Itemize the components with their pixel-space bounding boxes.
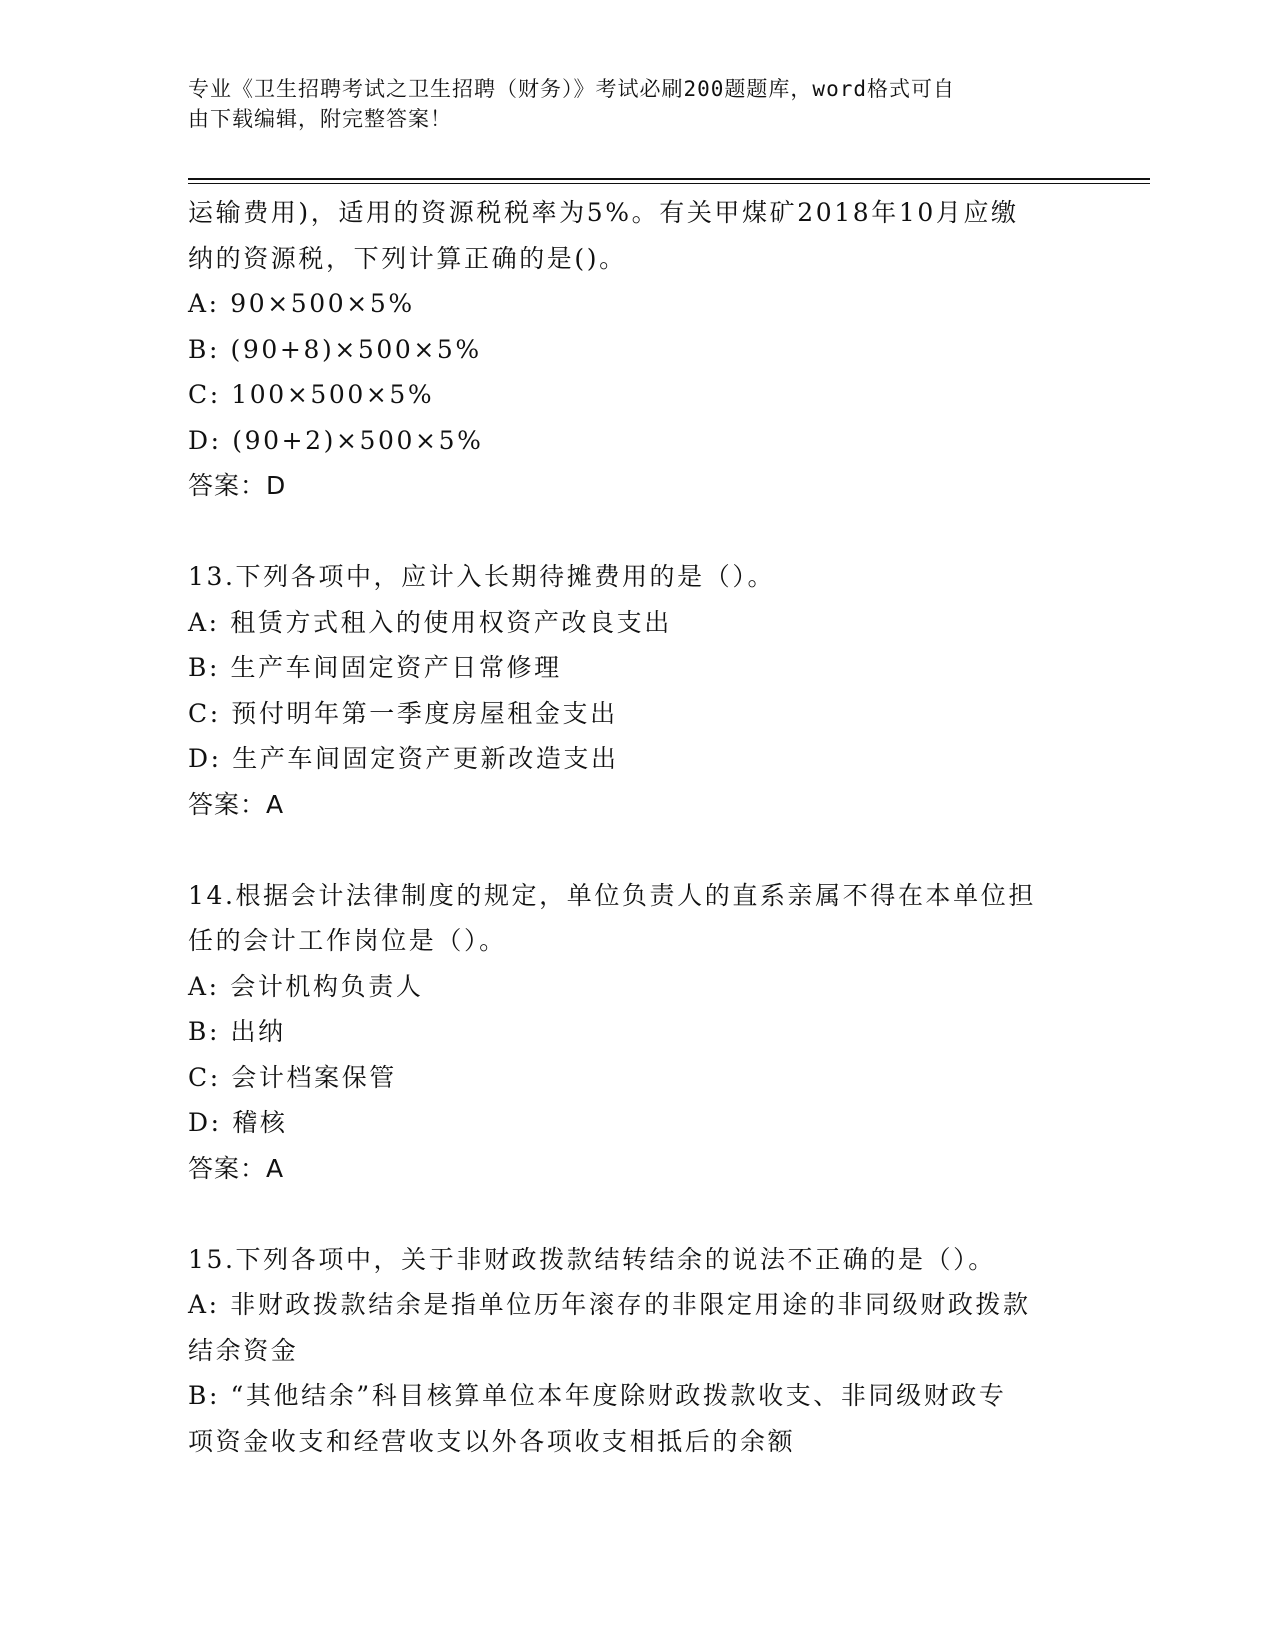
question-stem-line: 13.下列各项中，应计入长期待摊费用的是（）。 (188, 562, 776, 591)
question-15 (188, 1237, 1088, 1465)
option-b: B: 出纳 (188, 1017, 286, 1046)
question-stem-line: 14.根据会计法律制度的规定，单位负责人的直系亲属不得在本单位担 (188, 880, 1036, 910)
option-b-continued: 项资金收支和经营收支以外各项收支相抵后的余额 (188, 1426, 796, 1456)
question-13 (188, 554, 1088, 827)
document-body (188, 190, 1088, 1464)
question-stem-line: 运输费用)，适用的资源税税率为5%。有关甲煤矿2018年10月应缴 (188, 198, 1019, 227)
option-d: D: 稽核 (188, 1108, 288, 1137)
option-a: A: 非财政拨款结余是指单位历年滚存的非限定用途的非同级财政拨款 (188, 1290, 1031, 1319)
option-a: A: 租赁方式租入的使用权资产改良支出 (188, 607, 672, 637)
header-line-1: 专业《卫生招聘考试之卫生招聘（财务）》考试必刷200题题库，word格式可自 (188, 77, 955, 101)
option-c: C: 会计档案保管 (188, 1062, 397, 1092)
question-spacer (188, 509, 1088, 555)
answer-line: 答案：A (188, 789, 285, 819)
document-header (188, 74, 1068, 134)
option-b: B: (90+8)×500×5% (188, 334, 482, 364)
question-stem-line: 任的会计工作岗位是（）。 (188, 926, 507, 955)
option-c: C: 预付明年第一季度房屋租金支出 (188, 698, 618, 728)
question-spacer (188, 827, 1088, 873)
header-line-2: 由下载编辑，附完整答案！ (188, 107, 452, 131)
option-b: B: “其他结余”科目核算单位本年度除财政拨款收支、非同级财政专 (188, 1381, 1007, 1410)
option-b: B: 生产车间固定资产日常修理 (188, 653, 562, 682)
question-12 (188, 190, 1088, 509)
option-a: A: 会计机构负责人 (188, 971, 424, 1001)
answer-line: 答案：D (188, 471, 287, 500)
question-14 (188, 873, 1088, 1192)
option-d: D: 生产车间固定资产更新改造支出 (188, 744, 619, 773)
option-a-continued: 结余资金 (188, 1335, 299, 1365)
option-a: A: 90×500×5% (188, 289, 415, 318)
header-divider-thin (188, 183, 1150, 184)
question-stem-line: 纳的资源税，下列计算正确的是()。 (188, 243, 627, 273)
option-d: D: (90+2)×500×5% (188, 425, 484, 455)
header-divider-thick (188, 178, 1150, 180)
answer-line: 答案：A (188, 1153, 285, 1183)
question-spacer (188, 1191, 1088, 1237)
question-stem-line: 15.下列各项中，关于非财政拨款结转结余的说法不正确的是（）。 (188, 1244, 996, 1274)
option-c: C: 100×500×5% (188, 380, 435, 409)
